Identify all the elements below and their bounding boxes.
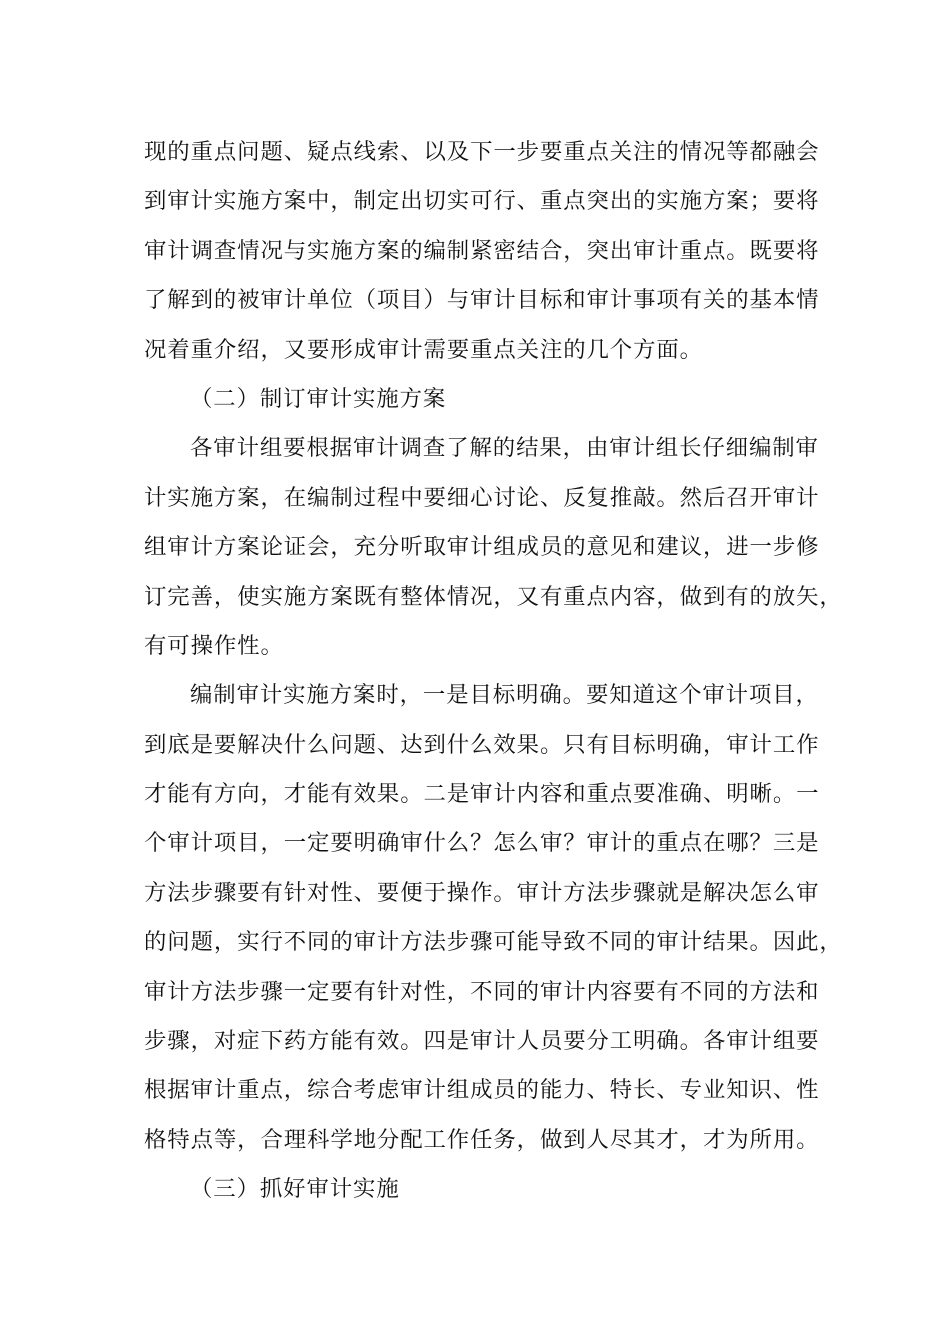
text-line: 编制审计实施方案时，一是目标明确。要知道这个审计项目， [190, 682, 819, 709]
text-line: 现的重点问题、疑点线索、以及下一步要重点关注的情况等都融会 [144, 139, 820, 165]
text-line: 计实施方案，在编制过程中要细心讨论、反复推敲。然后召开审计 [144, 484, 820, 511]
text-line: （三）抓好审计实施 [190, 1176, 400, 1203]
text-line: 审计方法步骤一定要有针对性，不同的审计内容要有不同的方法和 [144, 978, 820, 1005]
text-line: 才能有方向，才能有效果。二是审计内容和重点要准确、明晰。一 [144, 781, 820, 808]
text-line: 步骤，对症下药方能有效。四是审计人员要分工明确。各审计组要 [144, 1028, 820, 1055]
text-line: 有可操作性。 [144, 632, 284, 659]
text-line: 格特点等，合理科学地分配工作任务，做到人尽其才，才为所用。 [144, 1126, 820, 1153]
text-line: 了解到的被审计单位（项目）与审计目标和审计事项有关的基本情 [144, 287, 820, 314]
text-line: 订完善，使实施方案既有整体情况，又有重点内容，做到有的放矢， [144, 583, 843, 610]
text-line: 组审计方案论证会，充分听取审计组成员的意见和建议，进一步修 [144, 534, 820, 561]
text-line: 况着重介绍，又要形成审计需要重点关注的几个方面。 [144, 336, 703, 363]
text-line: 各审计组要根据审计调查了解的结果，由审计组长仔细编制审 [190, 435, 819, 462]
text-line: 到审计实施方案中，制定出切实可行、重点突出的实施方案；要将 [144, 188, 820, 215]
text-line: 到底是要解决什么问题、达到什么效果。只有目标明确，审计工作 [144, 731, 820, 758]
document-body [144, 128, 843, 1215]
text-line: 个审计项目，一定要明确审什么？怎么审？审计的重点在哪？三是 [144, 830, 820, 857]
text-line: 根据审计重点，综合考虑审计组成员的能力、特长、专业知识、性 [144, 1077, 820, 1104]
text-line: （二）制订审计实施方案 [190, 385, 447, 412]
text-line: 审计调查情况与实施方案的编制紧密结合，突出审计重点。既要将 [144, 237, 820, 264]
text-line: 的问题，实行不同的审计方法步骤可能导致不同的审计结果。因此， [144, 929, 843, 956]
text-line: 方法步骤要有针对性、要便于操作。审计方法步骤就是解决怎么审 [144, 879, 820, 906]
